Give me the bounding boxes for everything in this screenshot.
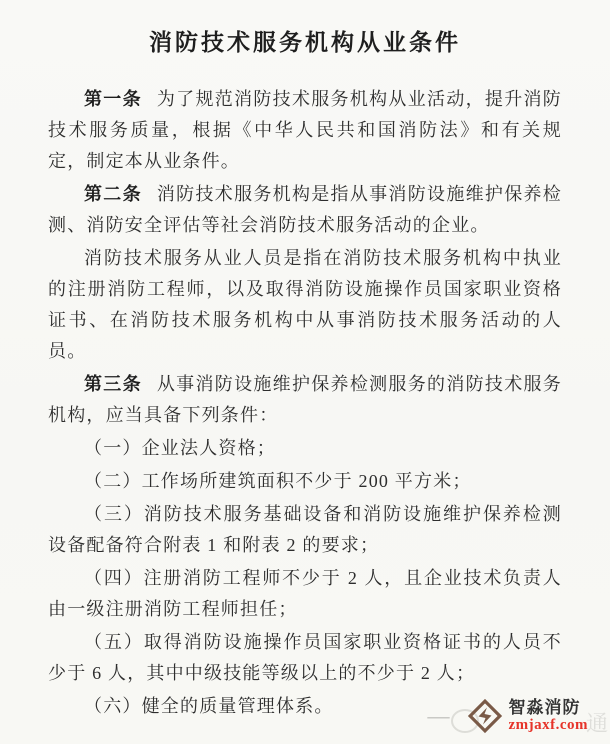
paragraph-practitioner-definition: 消防技术服务从业人员是指在消防技术服务机构中执业的注册消防工程师，以及取得消防设施操作员国家职业资格证书、在消防技术服务机构中从事消防技术服务活动的人员。	[48, 248, 562, 361]
zhimiao-diamond-logo-icon	[465, 695, 505, 737]
condition-item-6: （六）健全的质量管理体系。	[84, 696, 334, 716]
article-2-label: 第二条	[84, 184, 142, 204]
condition-item-1: （一）企业法人资格；	[84, 438, 276, 458]
paragraph-article-2	[48, 179, 562, 241]
document-title: 消防技术服务机构从业条件	[149, 30, 461, 55]
condition-item-4: （四）注册消防工程师不少于 2 人，且企业技术负责人由一级注册消防工程师担任；	[48, 568, 562, 619]
article-1-text: 为了规范消防技术服务机构从业活动，提升消防技术服务质量，根据《中华人民共和国消防法》和有关规定，制定本从业条件。	[48, 89, 562, 171]
watermark-site-url: zmjaxf.com	[508, 717, 588, 733]
article-3-label: 第三条	[84, 374, 142, 394]
watermark	[427, 694, 608, 738]
article-3-text: 从事消防设施维护保养检测服务的消防技术服务机构，应当具备下列条件：	[48, 374, 562, 425]
condition-item-2: （二）工作场所建筑面积不少于 200 平方米；	[84, 471, 472, 491]
article-2-text: 消防技术服务机构是指从事消防设施维护保养检测、消防安全评估等社会消防技术服务活动的企业。	[48, 184, 562, 235]
paragraph-article-3	[48, 369, 562, 431]
watermark-faint-glyph: 通	[585, 711, 608, 736]
condition-item-5: （五）取得消防设施操作员国家职业资格证书的人员不少于 6 人，其中中级技能等级以上的不少于 2 人；	[48, 632, 562, 683]
condition-item-3: （三）消防技术服务基础设备和消防设施维护保养检测设备配备符合附表 1 和附表 2 的要求；	[48, 504, 562, 555]
article-1-label: 第一条	[84, 89, 142, 109]
watermark-brand-name: 智淼消防	[508, 698, 581, 717]
watermark-dash-decoration: —	[427, 703, 450, 728]
watermark-text-block	[508, 698, 608, 736]
paragraph-article-1	[48, 84, 562, 177]
